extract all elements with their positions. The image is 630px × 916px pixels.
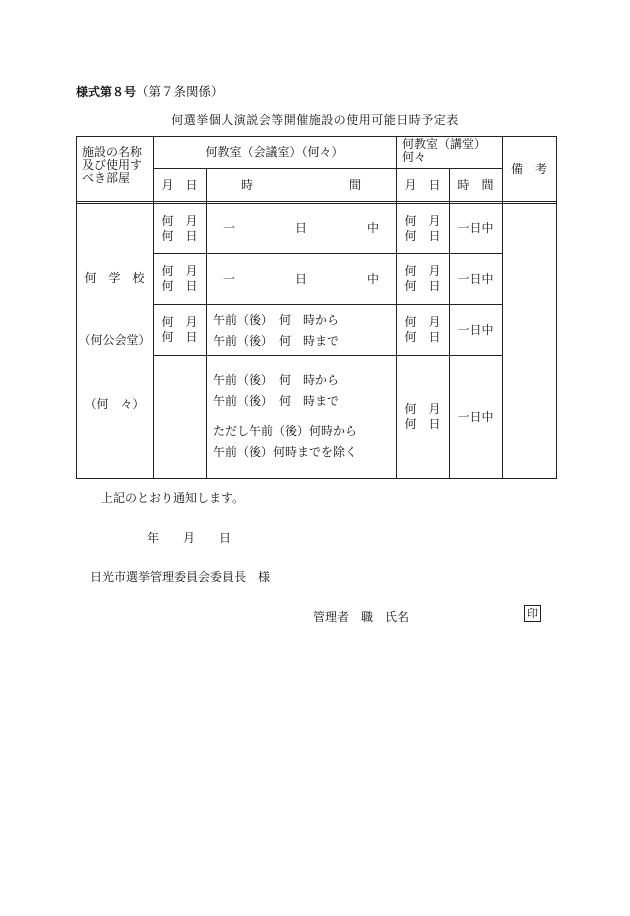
time-header: 時 間 [240,177,361,192]
table-row-date: 何 月 何 日 [161,264,198,293]
table-row-time-2: 一日中 [457,221,494,235]
facility-name-school: 何 学 校 [84,270,145,285]
table-row-time-2: 一日中 [457,271,494,286]
table-row-date: 何 月 何 日 [161,213,198,243]
table-row-time: 一 日 中 [222,221,379,235]
table-row-time: 一 日 中 [222,271,379,286]
table-row-time-range: 午前（後） 何 時から 午前（後） 何 時まで ただし午前（後）何時から 午前（後）何時までを除く [213,373,358,459]
table-row-time-2: 一日中 [457,409,494,424]
table-row-date-2: 何 月 何 日 [404,264,441,293]
classroom-group-header: 何教室（会議室）（何々） [205,145,344,159]
facility-name-other: （何 々） [84,396,145,411]
lecture-hall-group-header: 何教室（講堂） 何々 [402,137,487,164]
month-day-header: 月 日 [161,177,198,192]
form-number: 様式第８号（第７条関係） [76,84,224,99]
table-row-date-2: 何 月 何 日 [404,315,441,344]
table-row-date-2: 何 月 何 日 [404,213,441,243]
time-header-2: 時 間 [457,177,494,192]
facility-name-hall: （何公会堂） [78,332,151,347]
remarks-header: 備 考 [510,161,547,176]
manager-signature-line: 管理者 職 氏名 [313,610,410,624]
seal-mark: 印 [524,605,541,622]
facility-column-header: 施設の名称 及び使用す べき部屋 [82,145,143,185]
table-row-date: 何 月 何 日 [161,315,198,344]
date-line: 年 月 日 [147,531,232,545]
document-title: 何選挙個人演説会等開催施設の使用可能日時予定表 [171,113,459,127]
table-row-time-range: 午前（後） 何 時から 午前（後） 何 時まで [213,313,340,348]
notice-text: 上記のとおり通知します。 [101,491,245,505]
addressee: 日光市選挙管理委員会委員長 様 [90,570,271,584]
month-day-header-2: 月 日 [404,177,441,192]
table-row-date-2: 何 月 何 日 [404,402,441,431]
table-row-time-2: 一日中 [457,322,494,337]
